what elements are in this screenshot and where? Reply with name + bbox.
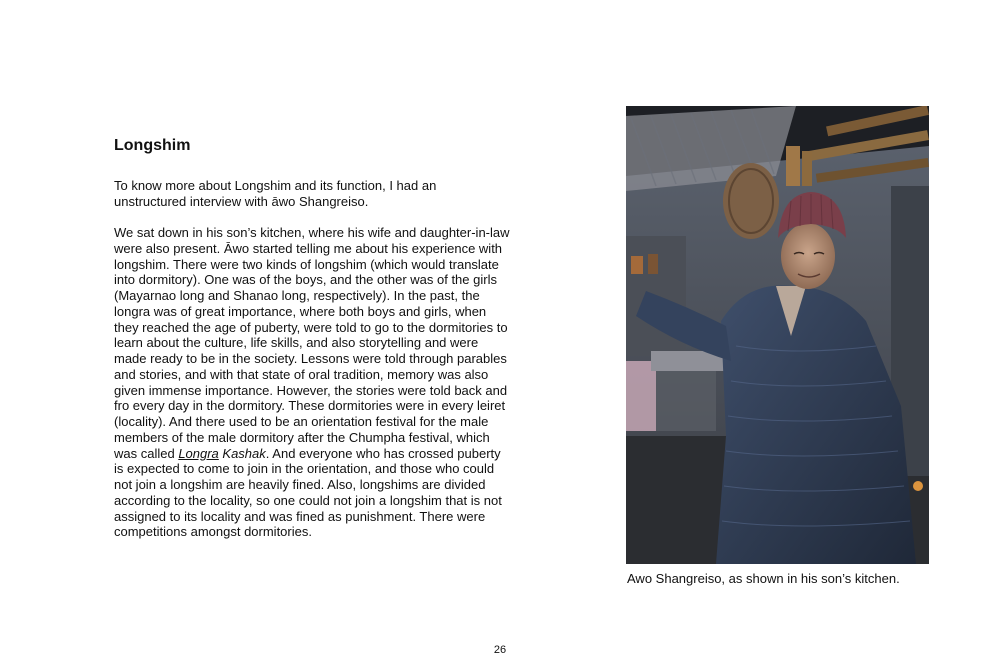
photo-caption: Awo Shangreiso, as shown in his son’s kitchen. — [627, 571, 900, 586]
festival-name-part-2: Kashak — [218, 445, 266, 461]
body-text — [114, 162, 510, 556]
paragraph-intro: To know more about Longshim and its function, I had an unstructured interview with āwo Shangreiso. — [114, 177, 437, 209]
portrait-photo — [626, 106, 929, 564]
paragraph-main-text: We sat down in his son’s kitchen, where his wife and daughter-in-law were also present. Āwo started telling me about his experience with longshim. There were two kinds of longshim (which would translate into dormitory). One was of the boys, and the other was of the girls (Mayarnao long and Shanao long, respectively). In the past, the longra was of great importance, where both boys and girls, when they reached the age of puberty, were told to go to the dormitories to learn about the culture, life skills, and also storytelling and were made ready to be in the society. Lessons were told through parables and stories, and with that state of oral tradition, memory was also given immense importance. However, the stories were told back and fro every day in the dormitory. These dormitories were in every leiret (locality). And there used to be an orientation festival for the male members of the male dormitory after the Chumpha festival, which was called — [114, 225, 510, 461]
face — [781, 223, 835, 289]
text-column — [114, 136, 510, 556]
fire-glow — [913, 481, 923, 491]
paragraph-main — [114, 225, 510, 540]
paragraph-main-text-end: . And everyone who has crossed puberty is expected to come to join in the orientation, and those who could not join a longshim are heavily fined. Also, longshims are divided according to the locality, so one could not join a longshim that is not assigned to its locality and was fined as punishment. There were competitions amongst dormitories. — [114, 445, 502, 540]
photo-illustration — [626, 106, 929, 564]
pink-cloth — [626, 361, 656, 431]
festival-name — [178, 446, 265, 461]
page-number: 26 — [493, 644, 507, 656]
hanging-basket — [723, 163, 779, 239]
festival-name-part-1: Longra — [178, 445, 219, 461]
section-heading: Longshim — [114, 137, 191, 154]
